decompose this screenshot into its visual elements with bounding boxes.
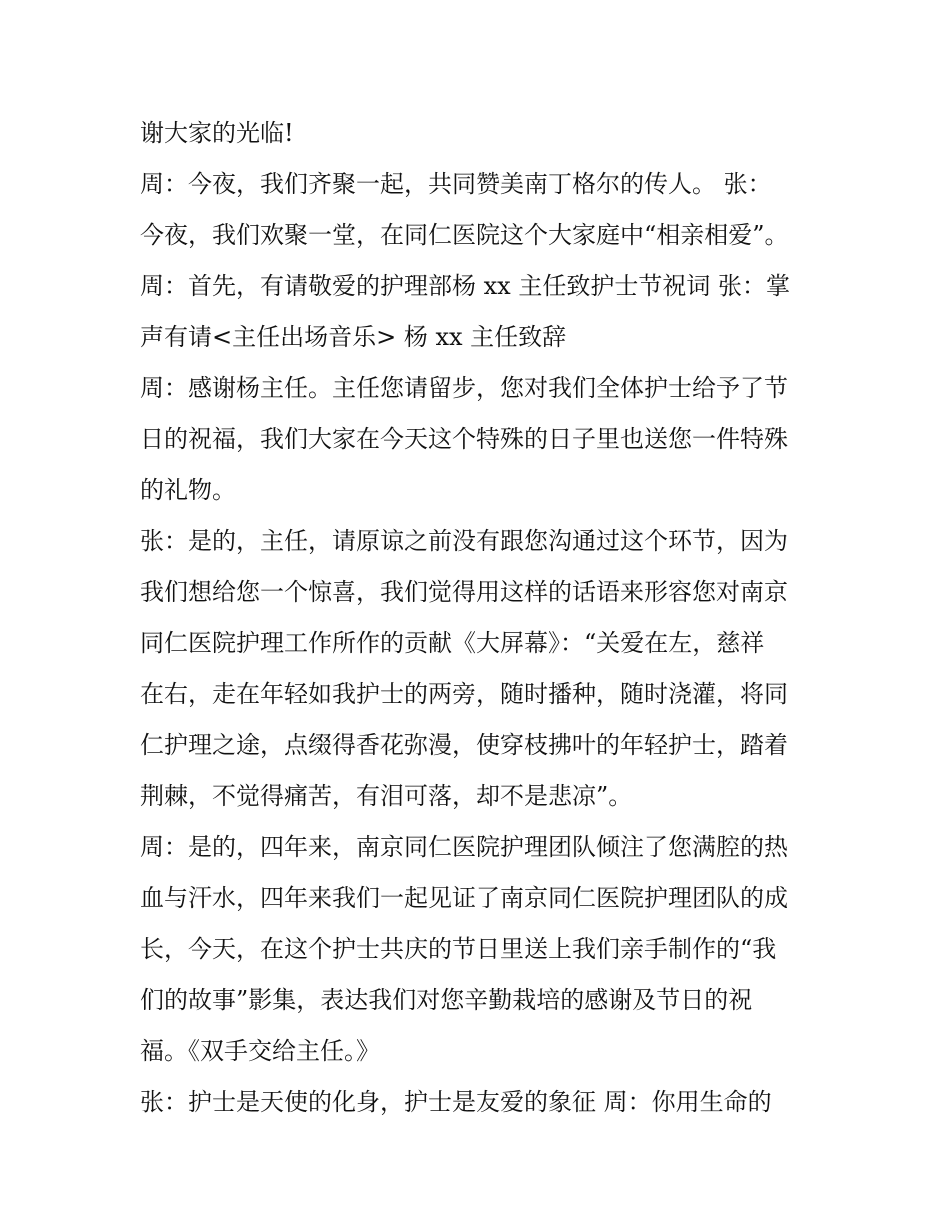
text-line: 张：是的，主任，请原谅之前没有跟您沟通过这个环节，因为 [140,527,788,555]
document-body [140,108,830,1128]
text-line: 今夜，我们欢聚一堂，在同仁医院这个大家庭中“相亲相爱”。 [140,221,789,249]
text-line: 周：今夜，我们齐聚一起，共同赞美南丁格尔的传人。 张： [140,170,772,198]
text-line: 福。《双手交给主任。》 [140,1037,380,1065]
text-line: 荆棘，不觉得痛苦，有泪可落，却不是悲凉”。 [140,782,633,810]
text-line: 们的故事”影集，表达我们对您辛勤栽培的感谢及节日的祝 [140,986,753,1014]
text-line: 日的祝福，我们大家在今天这个特殊的日子里也送您一件特殊 [140,425,788,453]
text-line: 同仁医院护理工作所作的贡献《大屏幕》：“关爱在左，慈祥 [140,629,765,657]
text-line: 的礼物。 [140,476,236,504]
text-line: 谢大家的光临! [140,119,294,147]
text-line: 血与汗水，四年来我们一起见证了南京同仁医院护理团队的成 [140,884,788,912]
text-line: 周：首先，有请敬爱的护理部杨 xx 主任致护士节祝词 张：掌 [140,272,790,300]
text-line: 在右，走在年轻如我护士的两旁，随时播种，随时浇灌，将同 [140,680,788,708]
text-line: 周：是的，四年来，南京同仁医院护理团队倾注了您满腔的热 [140,833,788,861]
text-line: 我们想给您一个惊喜，我们觉得用这样的话语来形容您对南京 [140,578,788,606]
text-line: 声有请<主任出场音乐> 杨 xx 主任致辞 [140,323,567,351]
text-line: 周：感谢杨主任。主任您请留步，您对我们全体护士给予了节 [140,374,788,402]
text-line: 仁护理之途，点缀得香花弥漫，使穿枝拂叶的年轻护士，踏着 [140,731,788,759]
text-line: 长，今天，在这个护士共庆的节日里送上我们亲手制作的“我 [140,935,777,963]
text-line: 张：护士是天使的化身，护士是友爱的象征 周：你用生命的 [140,1088,772,1116]
